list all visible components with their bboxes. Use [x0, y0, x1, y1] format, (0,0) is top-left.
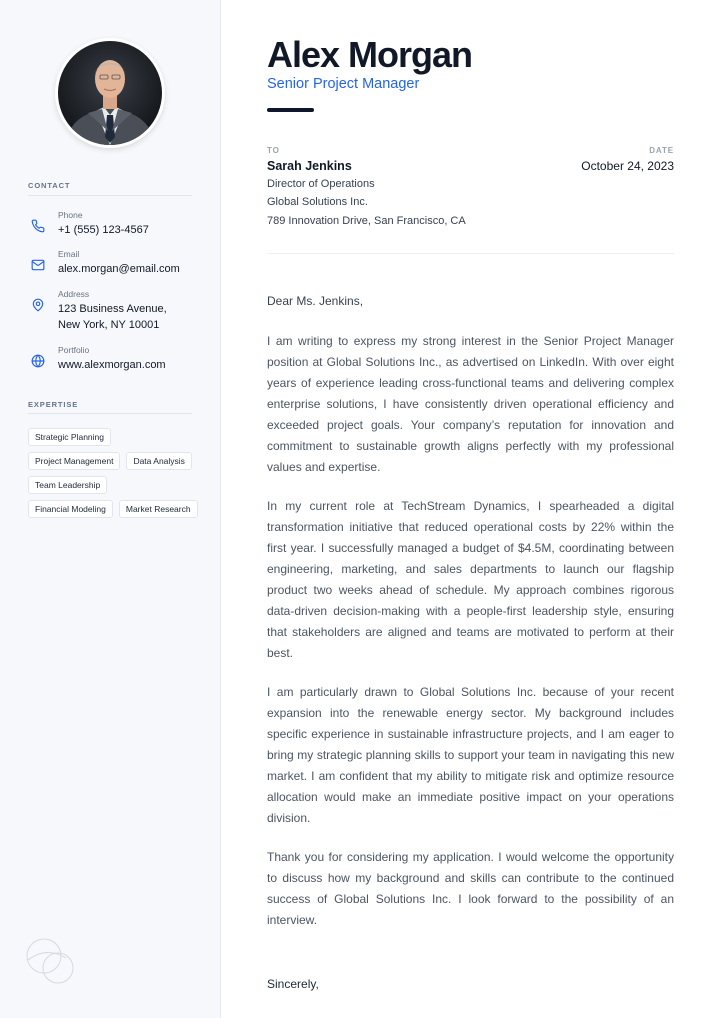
decorative-circles-icon: [26, 938, 78, 984]
profile-photo: [58, 41, 162, 145]
expertise-tag: Market Research: [119, 500, 198, 518]
header-divider: [267, 253, 674, 254]
portfolio-label: Portfolio: [58, 345, 90, 355]
recipient-position: Director of Operations: [267, 178, 375, 190]
address-line-1: 123 Business Avenue,: [58, 303, 167, 315]
salutation: Dear Ms. Jenkins,: [267, 294, 364, 308]
to-label: TO: [267, 146, 280, 155]
expertise-tag: Team Leadership: [28, 476, 107, 494]
expertise-tag: Strategic Planning: [28, 428, 111, 446]
body-paragraph: I am particularly drawn to Global Solutions Inc. because of your recent expansion into the renewable energy sector. My background includes specific experience in sustainable infrastructure projects, and I am eager to bring my strategic planning skills to support your team in navigating this new market. I am confident that my ability to mitigate risk and optimize resource allocation would make an immediate positive impact on your operations division.: [267, 685, 674, 825]
email-label: Email: [58, 249, 80, 259]
date-label: DATE: [649, 146, 674, 155]
applicant-title: Senior Project Manager: [267, 76, 420, 92]
address-label: Address: [58, 289, 90, 299]
recipient-name: Sarah Jenkins: [267, 159, 352, 173]
recipient-address: 789 Innovation Drive, San Francisco, CA: [267, 215, 466, 227]
recipient-company: Global Solutions Inc.: [267, 196, 368, 208]
sidebar: [0, 0, 221, 1018]
expertise-tag: Project Management: [28, 452, 120, 470]
contact-section-title: CONTACT: [28, 181, 71, 190]
expertise-tags: [28, 428, 198, 518]
accent-bar: [267, 108, 314, 112]
phone-icon: [31, 219, 45, 233]
expertise-section-title: EXPERTISE: [28, 400, 79, 409]
phone-label: Phone: [58, 210, 83, 220]
avatar: [55, 38, 165, 148]
map-pin-icon: [31, 298, 45, 312]
globe-icon: [31, 354, 45, 368]
body-paragraph: Thank you for considering my application. I would welcome the opportunity to discuss how my background and skills can contribute to the continued success of Global Solutions Inc. I look forward to the possibility of an interview.: [267, 850, 674, 927]
portfolio-link[interactable]: www.alexmorgan.com: [58, 359, 166, 371]
expertise-tag: Data Analysis: [126, 452, 192, 470]
expertise-tag: Financial Modeling: [28, 500, 113, 518]
email-value: alex.morgan@email.com: [58, 263, 180, 275]
body-paragraph: I am writing to express my strong interest in the Senior Project Manager position at Global Solutions Inc., as advertised on LinkedIn. With over eight years of experience leading cross-functional teams and delivering complex enterprise solutions, I have consistently driven operational efficiency and exceeded project goals. Your company’s reputation for innovation and commitment to sustainable growth aligns perfectly with my professional values and expertise.: [267, 334, 674, 474]
expertise-divider: [28, 413, 192, 414]
contact-divider: [28, 195, 192, 196]
letter-date: October 24, 2023: [581, 159, 674, 173]
phone-value: +1 (555) 123-4567: [58, 224, 149, 236]
body-paragraph: In my current role at TechStream Dynamics, I spearheaded a digital transformation initiative that reduced operational costs by 22% within the first year. I successfully managed a budget of $4.5M, coordinating between engineering, marketing, and sales departments to launch our flagship product two weeks ahead of schedule. My approach combines rigorous data-driven decision-making with a people-first leadership style, ensuring that stakeholders are aligned and teams are motivated to perform at their best.: [267, 499, 674, 660]
address-line-2: New York, NY 10001: [58, 319, 160, 331]
closing: Sincerely,: [267, 977, 319, 991]
applicant-name: Alex Morgan: [267, 34, 473, 75]
mail-icon: [31, 258, 45, 272]
